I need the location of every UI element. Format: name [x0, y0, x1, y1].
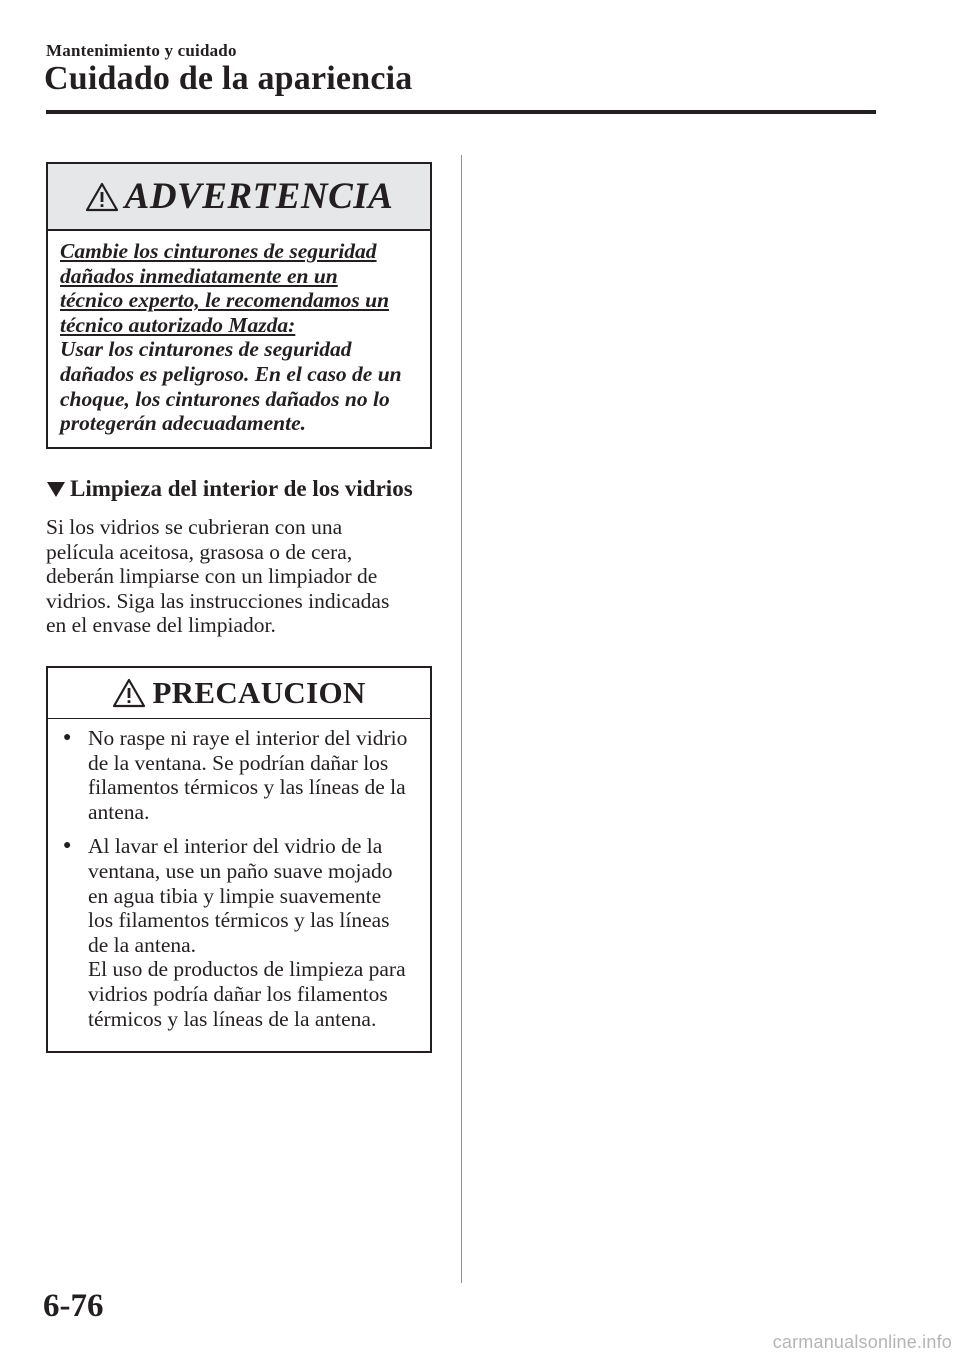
warning-underlined-line: técnico experto, le recomendamos un	[60, 288, 390, 313]
warning-underlined-line: Cambie los cinturones de seguridad	[60, 239, 377, 263]
header-rule	[46, 110, 876, 114]
body-line: vidrios. Siga las instrucciones indicadas	[46, 588, 390, 613]
caution-line: Al lavar el interior del vidrio de la	[88, 834, 383, 859]
body-line: Si los vidrios se cubrieran con una	[46, 515, 343, 539]
warning-box	[46, 162, 432, 449]
caution-line: vidrios podría dañar los filamentos	[88, 981, 388, 1006]
subsection-heading	[46, 476, 413, 502]
caution-line: los filamentos térmicos y las líneas	[88, 908, 390, 933]
page-number: 6-76	[43, 1288, 104, 1324]
warning-title: ADVERTENCIA	[124, 176, 394, 217]
section-label: Mantenimiento y cuidado	[46, 41, 237, 60]
body-line: en el envase del limpiador.	[46, 613, 276, 638]
caution-box	[46, 666, 432, 1053]
body-line: película aceitosa, grasosa o de cera,	[46, 539, 353, 564]
caution-line: térmicos y las líneas de la antena.	[88, 1006, 377, 1031]
warning-header	[48, 164, 430, 231]
body-line: deberán limpiarse con un limpiador de	[46, 564, 378, 589]
bullet-icon: ●	[63, 730, 72, 745]
caution-line: de la antena.	[88, 932, 197, 957]
caution-line: antena.	[88, 799, 150, 824]
warning-underlined-line: técnico autorizado Mazda:	[60, 312, 296, 337]
warning-body	[48, 231, 430, 436]
caution-item	[62, 726, 424, 824]
warning-body-line: Usar los cinturones de seguridad	[60, 337, 352, 362]
caution-list	[48, 719, 430, 1031]
caution-line: ventana, use un paño suave mojado	[88, 858, 393, 883]
warning-body-line: protegerán adecuadamente.	[60, 411, 307, 436]
down-triangle-icon	[46, 480, 66, 498]
caution-line: de la ventana. Se podrían dañar los	[88, 750, 389, 775]
caution-item	[62, 834, 424, 1031]
body-paragraph	[46, 515, 446, 638]
warning-body-line: dañados es peligroso. En el caso de un	[60, 361, 402, 386]
subsection-title: Limpieza del interior de los vidrios	[70, 476, 413, 501]
watermark: carmanualsonline.info	[772, 1332, 952, 1352]
caution-line: en agua tibia y limpie suavemente	[88, 883, 382, 908]
caution-line: No raspe ni raye el interior del vidrio	[88, 726, 408, 750]
page-title: Cuidado de la apariencia	[44, 60, 413, 97]
caution-line: filamentos térmicos y las líneas de la	[88, 775, 406, 800]
caution-title: PRECAUCION	[152, 675, 366, 710]
warning-triangle-icon	[112, 678, 146, 708]
caution-header	[48, 668, 430, 719]
warning-body-line: choque, los cinturones dañados no lo	[60, 386, 390, 411]
caution-line: El uso de productos de limpieza para	[88, 957, 406, 982]
warning-underlined-line: dañados inmediatamente en un	[60, 263, 338, 288]
column-divider	[461, 155, 462, 1283]
bullet-icon: ●	[63, 838, 72, 854]
warning-triangle-icon	[85, 182, 119, 212]
